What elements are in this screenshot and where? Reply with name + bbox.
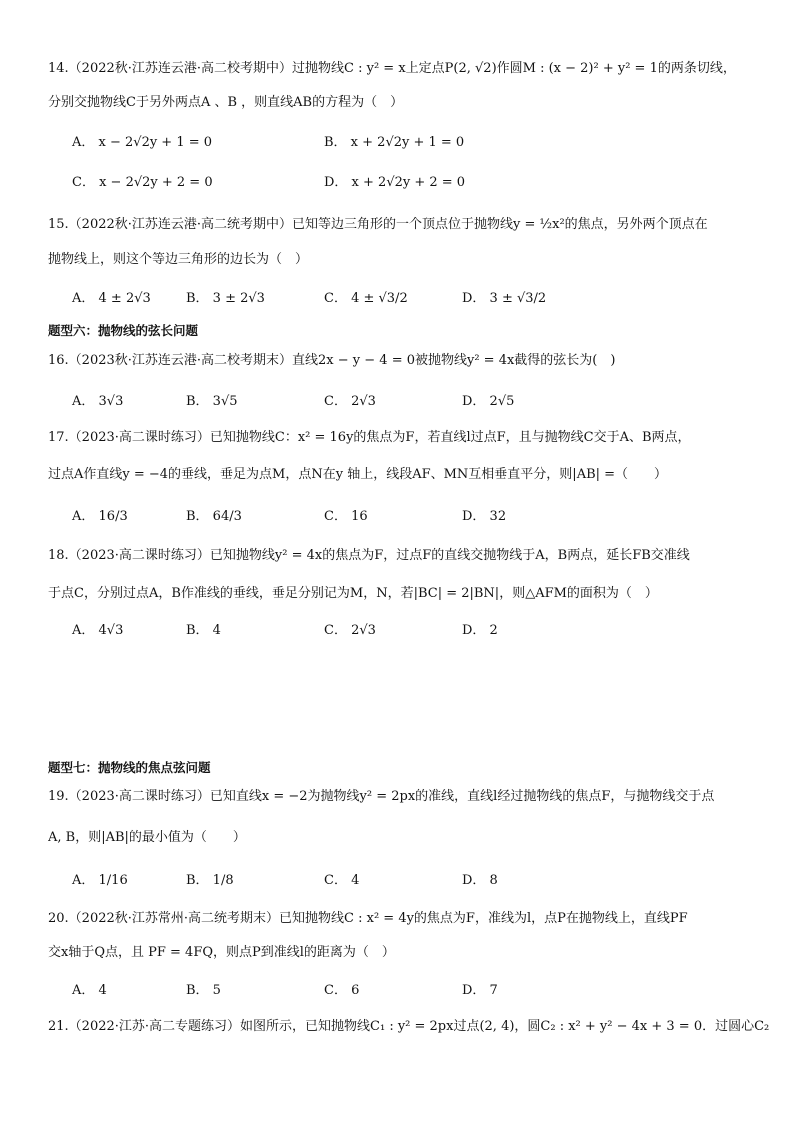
q15-option-d: D． 3 ± √3/2 [462, 291, 547, 306]
q20-option-b: B． 5 [186, 983, 221, 998]
q17-option-c: C． 16 [324, 509, 368, 524]
q18-option-d: D． 2 [462, 623, 498, 638]
q15-option-a: A． 4 ± 2√3 [72, 291, 151, 306]
q17-option-a: A． 16/3 [72, 509, 128, 524]
q21-stem-line1: 21.（2022·江苏·高二专题练习）如图所示，已知抛物线C₁ : y² = 2px过点(2, 4)，圆C₂ : x² + y² − 4x + 3 = 0．过圆心C₂ [48, 1019, 770, 1034]
q15-option-c: C． 4 ± √3/2 [324, 291, 408, 306]
q19-option-d: D． 8 [462, 873, 498, 888]
q17-option-d: D． 32 [462, 509, 507, 524]
q15-stem-line1: 15.（2022秋·江苏连云港·高二统考期中）已知等边三角形的一个顶点位于抛物线y = ½x²的焦点，另外两个顶点在 [48, 217, 708, 232]
q16-option-a: A． 3√3 [72, 394, 124, 409]
q17-option-b: B． 64/3 [186, 509, 242, 524]
q18-option-b: B． 4 [186, 623, 221, 638]
section-heading-6: 题型六：抛物线的弦长问题 [48, 323, 199, 338]
q17-stem-line1: 17.（2023·高二课时练习）已知抛物线C：x² = 16y的焦点为F，若直线l过点F，且与抛物线C交于A、B两点， [48, 430, 691, 445]
q20-stem-line1: 20.（2022秋·江苏常州·高二统考期末）已知抛物线C : x² = 4y的焦点为F，准线为l，点P在抛物线上，直线PF [48, 911, 688, 926]
q18-stem-line2: 于点C，分别过点A，B作准线的垂线，垂足分别记为M，N，若|BC| = 2|BN|，则△AFM的面积为（ ） [48, 586, 658, 601]
q16-option-c: C． 2√3 [324, 394, 376, 409]
q20-option-d: D． 7 [462, 983, 498, 998]
q16-stem-line1: 16.（2023秋·江苏连云港·高二校考期末）直线2x − y − 4 = 0被抛物线y² = 4x截得的弦长为( ) [48, 353, 616, 368]
q15-option-b: B． 3 ± 2√3 [186, 291, 265, 306]
q20-option-a: A． 4 [72, 983, 107, 998]
q18-option-c: C． 2√3 [324, 623, 376, 638]
section-heading-7: 题型七：抛物线的焦点弦问题 [48, 760, 211, 775]
q18-option-a: A． 4√3 [72, 623, 124, 638]
q14-stem-line2: 分别交抛物线C于另外两点A 、B ，则直线AB的方程为（ ） [48, 95, 404, 110]
q14-option-b: B． x + 2√2y + 1 = 0 [324, 135, 465, 150]
q20-stem-line2: 交x轴于Q点，且 PF = 4FQ，则点P到准线l的距离为（ ） [48, 945, 395, 960]
q17-stem-line2: 过点A作直线y = −4的垂线，垂足为点M，点N在y 轴上，线段AF、MN互相垂直平分，则|AB| =（ ） [48, 467, 668, 482]
q19-stem-line1: 19.（2023·高二课时练习）已知直线x = −2为抛物线y² = 2px的准线，直线l经过抛物线的焦点F，与抛物线交于点 [48, 789, 715, 804]
q14-option-a: A． x − 2√2y + 1 = 0 [72, 135, 213, 150]
q19-option-b: B． 1/8 [186, 873, 234, 888]
q19-option-c: C． 4 [324, 873, 360, 888]
q16-option-b: B． 3√5 [186, 394, 238, 409]
q15-stem-line2: 抛物线上，则这个等边三角形的边长为（ ） [48, 252, 309, 267]
q14-option-c: C． x − 2√2y + 2 = 0 [72, 175, 213, 190]
q16-option-d: D． 2√5 [462, 394, 515, 409]
q18-stem-line1: 18.（2023·高二课时练习）已知抛物线y² = 4x的焦点为F，过点F的直线交抛物线于A，B两点，延长FB交准线 [48, 548, 690, 563]
q14-stem-line1: 14.（2022秋·江苏连云港·高二校考期中）过抛物线C : y² = x上定点P(2, √2)作圆M : (x − 2)² + y² = 1的两条切线， [48, 61, 736, 76]
q19-stem-line2: A, B，则|AB|的最小值为（ ） [48, 830, 246, 845]
q14-option-d: D． x + 2√2y + 2 = 0 [324, 175, 466, 190]
q20-option-c: C． 6 [324, 983, 360, 998]
q19-option-a: A． 1/16 [72, 873, 128, 888]
